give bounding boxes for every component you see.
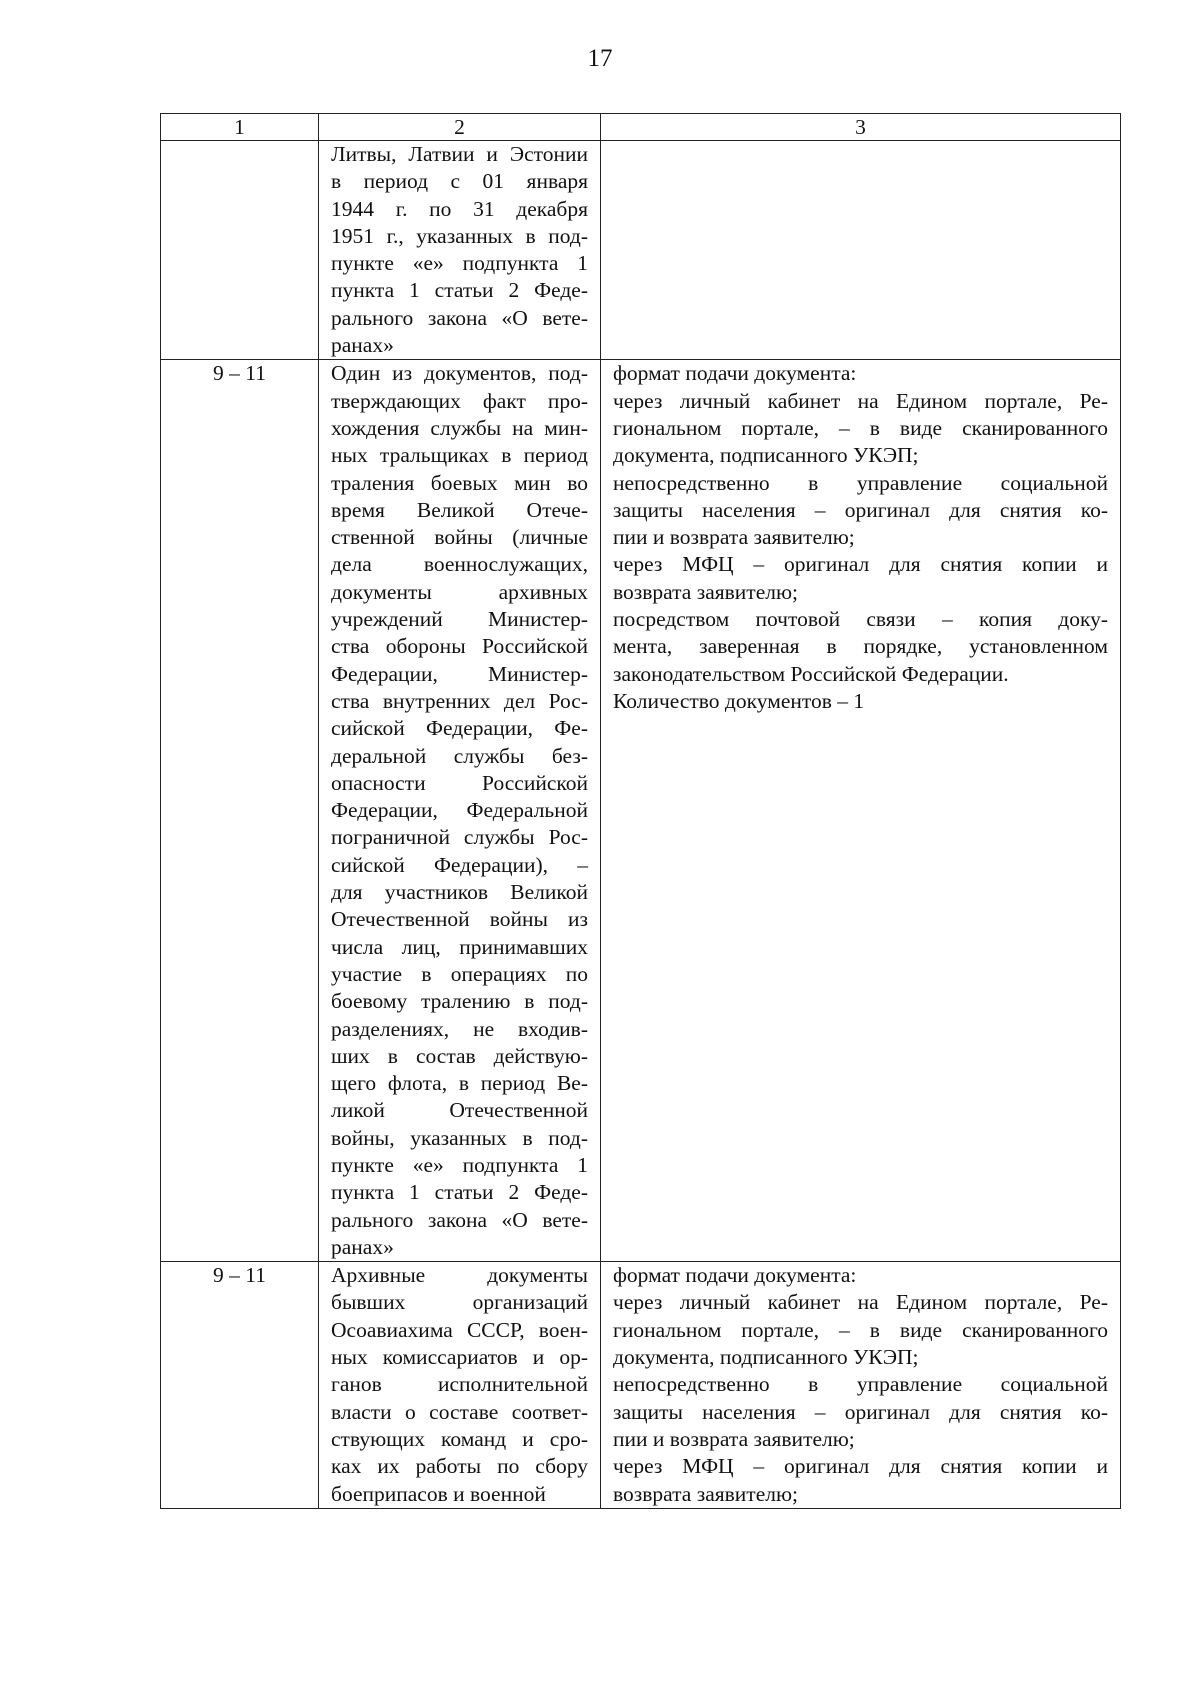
text-line: рального закона «О вете-	[331, 1207, 588, 1232]
text-line: формат подачи документа:	[613, 361, 857, 386]
submission-format-cell	[601, 1262, 1121, 1509]
text-line: Литвы, Латвии и Эстонии	[331, 142, 588, 166]
text-line: возврата заявителю;	[613, 579, 798, 604]
text-line: для участников Великой	[331, 880, 588, 905]
document-description-cell	[319, 360, 601, 1262]
text-line: Один из документов, под-	[331, 361, 588, 386]
text-line: 1944 г. по 31 декабря	[331, 196, 588, 221]
text-line: формат подачи документа:	[613, 1263, 857, 1288]
text-line: законодательством Российской Федерации.	[613, 661, 1009, 686]
text-line: пункте «е» подпункта 1	[331, 1152, 588, 1177]
text-line: через МФЦ – оригинал для снятия копии и	[613, 552, 1108, 577]
document-description-cell	[319, 1262, 601, 1509]
text-line: ства обороны Российской	[331, 634, 588, 659]
text-line: мента, заверенная в порядке, установленном	[613, 634, 1108, 659]
text-line: опасности Российской	[331, 770, 588, 795]
text-line: щего флота, в период Ве-	[331, 1071, 588, 1096]
document-description-cell	[319, 141, 601, 360]
text-line: дела военнослужащих,	[331, 552, 588, 577]
text-line: через личный кабинет на Едином портале, Ре-	[613, 1290, 1108, 1315]
table-header-row	[161, 114, 1121, 141]
table-row	[161, 360, 1121, 1262]
row-number-cell	[161, 141, 319, 360]
text-line: ных тральщиках в период	[331, 443, 588, 468]
text-line: пункта 1 статьи 2 Феде-	[331, 278, 588, 303]
text-line: ствующих команд и сро-	[331, 1426, 588, 1451]
text-line: документы архивных	[331, 579, 588, 604]
text-line: защиты населения – оригинал для снятия ко-	[613, 497, 1108, 522]
text-line: ных комиссариатов и ор-	[331, 1345, 588, 1370]
text-line: документа, подписанного УКЭП;	[613, 443, 919, 468]
text-line: непосредственно в управление социальной	[613, 1372, 1108, 1397]
text-line: пункта 1 статьи 2 Феде-	[331, 1180, 588, 1205]
submission-format-cell	[601, 141, 1121, 360]
text-line: посредством почтовой связи – копия доку-	[613, 607, 1108, 632]
text-line: пограничной службы Рос-	[331, 825, 588, 850]
text-line: Архивные документы	[331, 1263, 588, 1288]
text-line: рального закона «О вете-	[331, 305, 588, 330]
text-line: гиональном портале, – в виде сканированного	[613, 1317, 1108, 1342]
text-line: боевому тралению в под-	[331, 989, 588, 1014]
text-line: ственной войны (личные	[331, 525, 588, 550]
text-line: через МФЦ – оригинал для снятия копии и	[613, 1454, 1108, 1479]
text-line: разделениях, не входив-	[331, 1016, 588, 1041]
text-line: учреждений Министер-	[331, 607, 588, 632]
table-row	[161, 141, 1121, 360]
text-line: ках их работы по сбору	[331, 1454, 588, 1479]
column-header-1: 1	[161, 114, 319, 141]
text-line: документа, подписанного УКЭП;	[613, 1345, 919, 1370]
text-line: сийской Федерации, Фе-	[331, 716, 588, 741]
text-line: ших в состав действую-	[331, 1043, 588, 1068]
text-line: ликой Отечественной	[331, 1098, 588, 1123]
text-line: 1951 г., указанных в под-	[331, 223, 588, 248]
text-line: время Великой Отече-	[331, 497, 588, 522]
text-line: Количество документов – 1	[613, 688, 865, 713]
text-line: Осоавиахима СССР, воен-	[331, 1317, 588, 1342]
text-line: Федерации, Министер-	[331, 661, 588, 686]
text-line: защиты населения – оригинал для снятия ко-	[613, 1399, 1108, 1424]
text-line: Отечественной войны из	[331, 907, 588, 932]
text-line: непосредственно в управление социальной	[613, 470, 1108, 495]
text-line: ства внутренних дел Рос-	[331, 688, 588, 713]
text-line: через личный кабинет на Едином портале, Ре-	[613, 388, 1108, 413]
text-line: траления боевых мин во	[331, 470, 588, 495]
text-line: ганов исполнительной	[331, 1372, 588, 1397]
text-line: возврата заявителю;	[613, 1481, 798, 1506]
text-line: в период с 01 января	[331, 169, 588, 194]
text-line: ранах»	[331, 1234, 394, 1259]
table-row	[161, 1262, 1121, 1509]
text-line: власти о составе соответ-	[331, 1399, 588, 1424]
text-line: деральной службы без-	[331, 743, 588, 768]
page-number: 17	[587, 45, 613, 72]
text-line: Федерации, Федеральной	[331, 798, 588, 823]
text-line: боеприпасов и военной	[331, 1481, 546, 1506]
text-line: ранах»	[331, 333, 394, 358]
column-header-2: 2	[319, 114, 601, 141]
text-line: войны, указанных в под-	[331, 1125, 588, 1150]
row-number-cell: 9 – 11	[161, 360, 319, 1262]
text-line: хождения службы на мин-	[331, 415, 588, 440]
text-line: пии и возврата заявителю;	[613, 1426, 855, 1451]
column-header-3: 3	[601, 114, 1121, 141]
text-line: тверждающих факт про-	[331, 388, 588, 413]
text-line: числа лиц, принимавших	[331, 934, 588, 959]
text-line: участие в операциях по	[331, 961, 588, 986]
text-line: сийской Федерации), –	[331, 852, 588, 877]
text-line: гиональном портале, – в виде сканированного	[613, 415, 1108, 440]
text-line: пункте «е» подпункта 1	[331, 251, 588, 276]
document-table	[160, 113, 1121, 1509]
row-number-cell: 9 – 11	[161, 1262, 319, 1509]
submission-format-cell	[601, 360, 1121, 1262]
text-line: бывших организаций	[331, 1290, 588, 1315]
text-line: пии и возврата заявителю;	[613, 525, 855, 550]
